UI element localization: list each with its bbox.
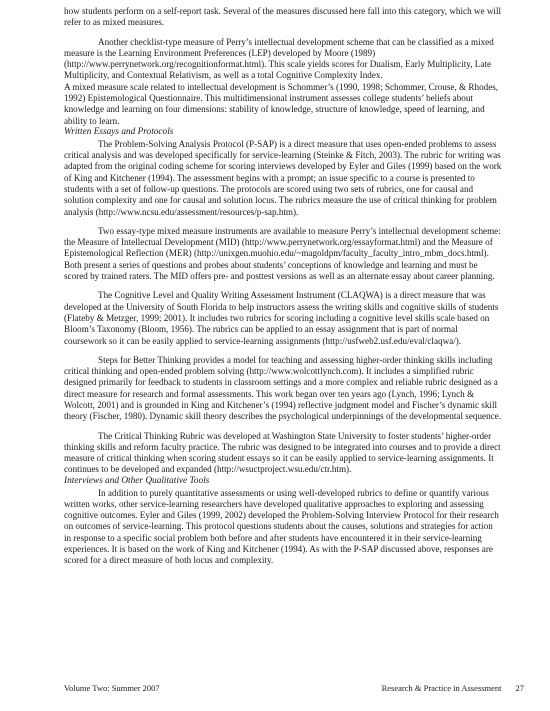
paragraph-critical-thinking-rubric: The Critical Thinking Rubric was developed at Washington State University to foster students’ higher-order thinking skills and reform faculty practice. The rubric was designed to be integrated into courses and to provide a direct measure of critical thinking when scoring student essays so it can be easily applied to service-learning assignments. It continues to be developed and expanded (http://wsuctproject.wsu.edu/ctr.htm). <box>64 430 501 475</box>
page-number: 27 <box>515 683 524 693</box>
section-heading-written-essays: Written Essays and Protocols <box>64 126 174 137</box>
footer-journal-block <box>382 683 524 694</box>
paragraph-mid-mer: Two essay-type mixed measure instruments are available to measure Perry’s intellectual development scheme: the Measure of Intellectual Development (MID) (http://www.perrynetwork.org/essayformat.html) and the Measure of Epistemological Reflection (MER) (http://unixgen.muohio.edu/~magoldpm/faculty_faculty_intro_mbm_docs.html). Both present a series of questions and probes about students’ conceptions of knowledge and learning and must be scored by trained raters. The MID offers pre- and posttest versions as well as an alternate essay about career planning. <box>64 225 501 282</box>
footer-journal: Research & Practice in Assessment <box>381 683 502 693</box>
paragraph-interview-protocol: In addition to purely quantitative assessments or using well-developed rubrics to define or quantify various written works, other service-learning researchers have developed qualitative approaches to exploring and assessing cognitive outcomes. Eyler and Giles (1999, 2002) developed the Problem-Solving Interview Protocol for their research on outcomes of service-learning. This protocol questions students about the causes, solutions and strategies for action in response to a specific social problem both before and after students have encountered it in their service-learning experiences. It is based on the work of King and Kitchener (1994). As with the P-SAP discussed above, responses are scored for a direct measure of both locus and complexity. <box>64 487 499 566</box>
article-body <box>64 6 502 567</box>
section-heading-interviews: Interviews and Other Qualitative Tools <box>64 475 210 486</box>
paragraph-steps-better-thinking: Steps for Better Thinking provides a model for teaching and assessing higher-order thinking skills including critical thinking and open-ended problem solving (http://www.wolcottlynch.com). It includes a simplified rubric designed primarily for feedback to students in classroom settings and a more complex and reliable rubric designed as a direct measure for research and formal assessments. This work began over ten years ago (Lynch, 1996; Lynch & Wolcott, 2001) and is grounded in King and Kitchener’s (1994) reflective judgment model and Fischer’s dynamic skill theory (Fischer, 1980). Dynamic skill theory describes the psychological underpinnings of the developmental sequence. <box>64 354 502 422</box>
footer-volume: Volume Two: Summer 2007 <box>64 683 160 693</box>
paragraph-psap: The Problem-Solving Analysis Protocol (P-SAP) is a direct measure that uses open-ended problems to assess critical analysis and was developed specifically for service-learning (Steinke & Fitch, 2003). The rubric for writing was adapted from the original coding scheme for scoring interviews developed by Eyler and Giles (1999) based on the work of King and Kitchener (1994). The assessment begins with a prompt; an issue specific to a course is presented to students with a set of follow-up questions. The protocols are scored using two sets of rubrics, one for causal and solution complexity and one for causal and solution locus. The rubrics measure the use of critical thinking for problem analysis (http://www.ncsu.edu/assessment/resources/p-sap.htm). <box>64 138 502 217</box>
paragraph-epistemological-questionnaire: A mixed measure scale related to intellectual development is Schommer’s (1990, 1998; Schommer, Crouse, & Rhodes, 1992) Epistemological Questionnaire. This multidimensional instrument assesses college students’ beliefs about knowledge and learning on four dimensions: stability of knowledge, structure of knowledge, speed of learning, and ability to learn. <box>64 81 499 126</box>
paragraph-lep: Another checklist-type measure of Perry’s intellectual development scheme that can be classified as a mixed measure is the Learning Environment Preferences (LEP) developed by Moore (1989) (http://www.perrynetwork.org/recognitionformat.html). This scale yields scores for Dualism, Early Multiplicity, Late Multiplicity, and Contextual Relativism, as well as a total Cognitive Complexity Index. <box>64 36 494 81</box>
paragraph-continued: how students perform on a self-report task. Several of the measures discussed here fall into this category, which we will refer to as mixed measures. <box>64 6 502 28</box>
paragraph-claqwa: The Cognitive Level and Quality Writing Assessment Instrument (CLAQWA) is a direct measure that was developed at the University of South Florida to help instructors assess the writing skills and cognitive skills of students (Flateby & Metzger, 1999; 2001). It includes two rubrics for scoring including a cognitive level skills scale based on Bloom’s Taxonomy (Bloom, 1956). The rubrics can be applied to an essay assignment that is part of normal coursework so it can be easily applied to service-learning assignments (http://usfweb2.usf.edu/eval/claqwa/). <box>64 290 499 346</box>
